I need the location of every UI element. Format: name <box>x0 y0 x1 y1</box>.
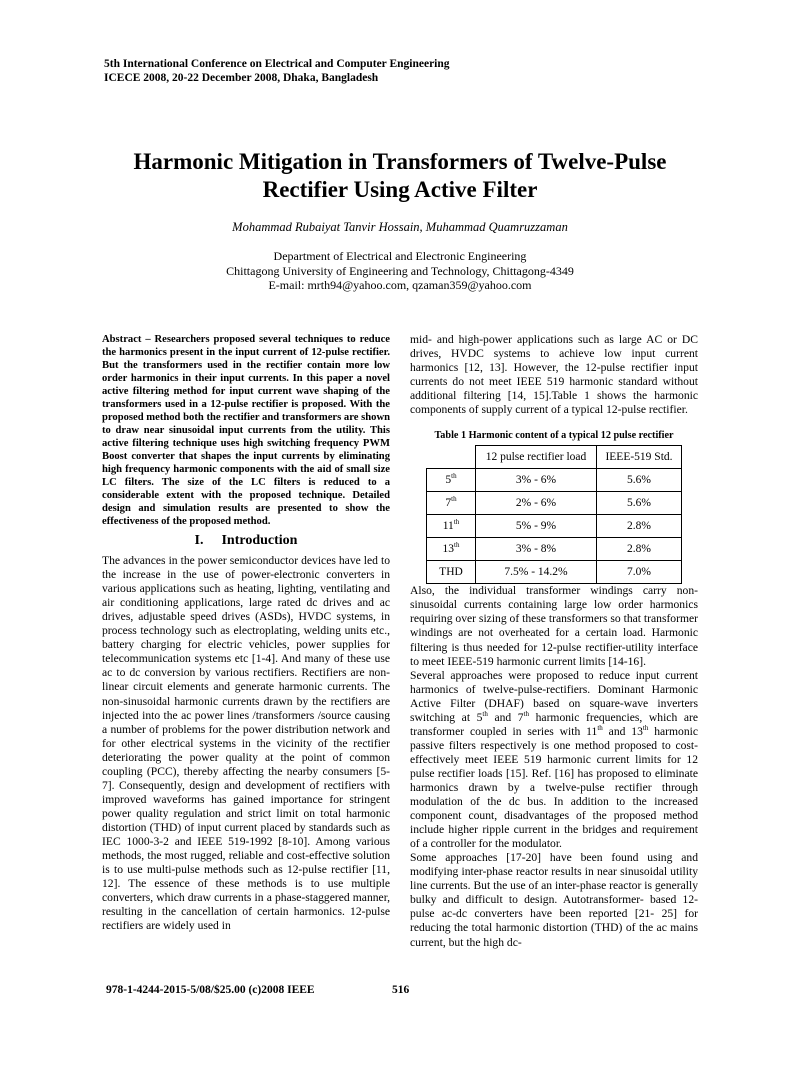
paragraph-3: Several approaches were proposed to reduce input current harmonics of twelve-pulse-rectifiers. Dominant Harmonic Active Filter (DHAF) based on square-wave inverters switching at 5th and 7th harmonic frequencies, which are transformer coupled in series with 11th and 13th harmonic passive filters respectively is one method proposed to cost-effectively meet IEEE 519 harmonic current limits for 12 pulse rectifier loads [15]. Ref. [16] has proposed to eliminate harmonics drawn by a twelve-pulse rectifier through modulation of the dc bus. In addition to the increased component count, disadvantages of the proposed method include higher ripple current in the bridges and requirement of a controller for the modulator. <box>410 668 698 851</box>
footer-isbn: 978-1-4244-2015-5/08/$25.00 (c)2008 IEEE <box>106 984 315 996</box>
section-title: Introduction <box>221 533 298 548</box>
conference-date: ICECE 2008, 20-22 December 2008, Dhaka, Bangladesh <box>104 72 379 84</box>
right-column <box>410 333 698 950</box>
conference-header <box>104 57 450 85</box>
cell-load: 3% - 8% <box>476 538 597 561</box>
cell-load: 5% - 9% <box>476 515 597 538</box>
row-label: THD <box>427 561 476 584</box>
row-label: 7th <box>427 492 476 515</box>
section-heading <box>102 534 390 548</box>
cell-load: 3% - 6% <box>476 469 597 492</box>
table-header-row <box>427 446 682 469</box>
affiliation <box>60 249 740 293</box>
title-line-1: Harmonic Mitigation in Transformers of Twelve-Pulse <box>133 149 667 174</box>
harmonic-table <box>426 445 682 584</box>
table-row <box>427 515 682 538</box>
cell-std: 5.6% <box>597 469 682 492</box>
cell-load: 7.5% - 14.2% <box>476 561 597 584</box>
abstract: Abstract – Researchers proposed several techniques to reduce the harmonics present in the input current of 12-pulse rectifier. But the transformers used in the rectifier contain more low order harmonics in their input currents. In this paper a novel active filtering method for input current wave shaping of the transformers used in a 12-pulse rectifier is proposed. With the proposed method both the rectifier and transformers are shown to draw near sinusoidal input currents from the utility. This active filtering technique uses high switching frequency PWM Boost converter that shapes the input currents by eliminating high frequency harmonic components with the aid of small size LC filters. The size of the LC filters is reduced to a considerable extent with the proposed technique. Detailed design and simulation results are presented to show the effectiveness of the proposed method. <box>102 334 390 527</box>
title-line-2: Rectifier Using Active Filter <box>262 177 538 202</box>
cell-std: 7.0% <box>597 561 682 584</box>
authors: Mohammad Rubaiyat Tanvir Hossain, Muhammad Quamruzzaman <box>232 220 568 234</box>
table-row <box>427 492 682 515</box>
paper-title <box>60 148 740 204</box>
paragraph-2: Also, the individual transformer windings carry non-sinusoidal currents containing large low order harmonics requiring over sizing of these transformers so that transformer windings are not overheated for a certain load. Harmonic filtering is thus needed for 12-pulse rectifier-utility interface to meet IEEE-519 harmonic current limits [14-16]. <box>410 584 698 668</box>
intro-paragraph: The advances in the power semiconductor devices have led to the increase in the use of power-electronic converters in various applications such as heating, lighting, ventilating and air conditioning applications, large rated dc drives and ac drives, adjustable speed drives (ASDs), HVDC systems, in process technology such as electroplating, welding units etc., battery charging for electric vehicles, power supplies for telecommunication systems etc [1-4]. And many of these use ac to dc conversion by various rectifiers. Rectifiers are non-linear circuit elements and generate harmonic currents. The non-sinusoidal harmonic currents drawn by the rectifiers are injected into the ac power lines /transformers /source causing a number of problems for the power distribution network and for other electrical systems in the vicinity of the rectifier deteriorating the power quality at the point of common coupling (PCC), thereby affecting the nearby consumers [5-7]. Consequently, design and development of rectifiers with improved waveforms has gained importance for stringent power quality regulation and strict limit on total harmonic distortion (THD) of input current placed by standards such as IEC 1000-3-2 and IEEE 519-1992 [8-10]. Among various methods, the most rugged, reliable and cost-effective solution is to use multi-pulse methods such as 12-pulse rectifier [11, 12]. The essence of these methods is to use multiple converters, which draw currents in a phase-staggered manner, resulting in the cancellation of certain harmonics. 12-pulse rectifiers are widely used in <box>102 554 390 933</box>
paragraph-4: Some approaches [17-20] have been found using and modifying inter-phase reactor results in near sinusoidal utility line currents. But the use of an inter-phase reactor is generally bulky and difficult to design. Autotransformer- based 12-pulse ac-dc converters have been reported [21- 25] for reducing the total harmonic distortion (THD) of the ac mains current, but the high dc- <box>410 851 698 949</box>
conference-name: 5th International Conference on Electrical and Computer Engineering <box>104 58 450 70</box>
row-label: 11th <box>427 515 476 538</box>
row-label: 13th <box>427 538 476 561</box>
col-header-std: IEEE-519 Std. <box>597 446 682 469</box>
table-corner <box>427 446 476 469</box>
cell-std: 5.6% <box>597 492 682 515</box>
email: E-mail: mrth94@yahoo.com, qzaman359@yahoo.com <box>268 278 532 292</box>
left-column <box>102 333 390 933</box>
department: Department of Electrical and Electronic Engineering <box>273 249 527 263</box>
university: Chittagong University of Engineering and Technology, Chittagong-4349 <box>226 263 574 278</box>
table-row <box>427 538 682 561</box>
page-number: 516 <box>392 984 410 996</box>
paragraph-1: mid- and high-power applications such as large AC or DC drives, HVDC systems to achieve low input current harmonics [12, 13]. However, the 12-pulse rectifier input currents do not meet IEEE 519 harmonic standard without additional filtering [14, 15].Table 1 shows the harmonic components of supply current of a typical 12-pulse rectifier. <box>410 333 698 417</box>
row-label: 5th <box>427 469 476 492</box>
cell-load: 2% - 6% <box>476 492 597 515</box>
table-row <box>427 561 682 584</box>
cell-std: 2.8% <box>597 538 682 561</box>
col-header-load: 12 pulse rectifier load <box>476 446 597 469</box>
section-number: I. <box>194 533 204 548</box>
cell-std: 2.8% <box>597 515 682 538</box>
table-row <box>427 469 682 492</box>
table-caption: Table 1 Harmonic content of a typical 12 pulse rectifier <box>434 430 674 442</box>
